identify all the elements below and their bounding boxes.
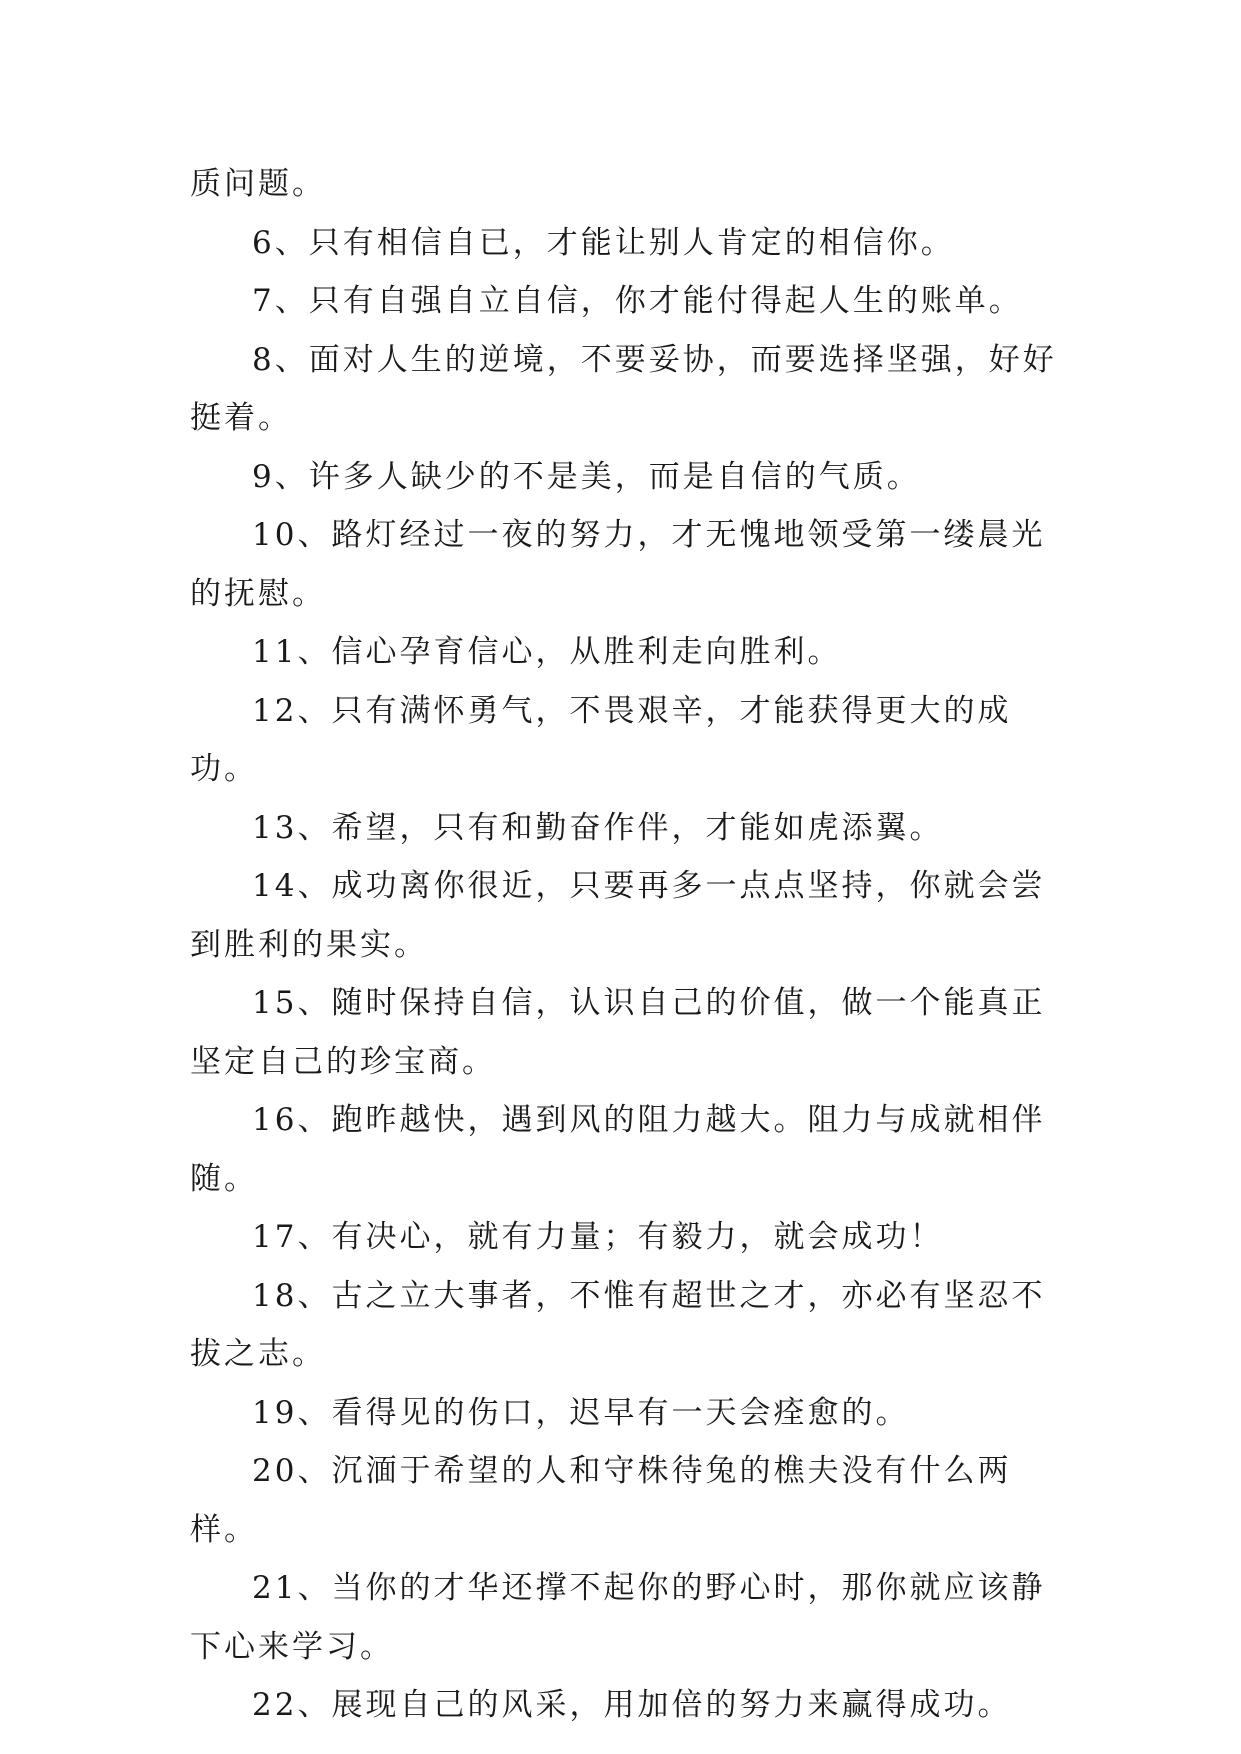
paragraph-22: 22、展现自己的风采，用加倍的努力来赢得成功。 — [252, 1687, 1012, 1723]
paragraph-12: 12、只有满怀勇气，不畏艰辛，才能获得更大的成功。 — [190, 692, 1012, 787]
paragraph-8: 8、面对人生的逆境，不要妥协，而要选择坚强，好好挺着。 — [190, 341, 1057, 436]
paragraph-11: 11、信心孕育信心，从胜利走向胜利。 — [252, 634, 842, 670]
paragraph-20: 20、沉湎于希望的人和守株待兔的樵夫没有什么两样。 — [190, 1453, 1012, 1548]
paragraph-10: 10、路灯经过一夜的努力，才无愧地领受第一缕晨光的抚慰。 — [190, 517, 1046, 612]
paragraph-14: 14、成功离你很近，只要再多一点点坚持，你就会尝到胜利的果实。 — [190, 868, 1046, 963]
paragraph-17: 17、有决心，就有力量；有毅力，就会成功！ — [252, 1219, 944, 1255]
paragraph-6: 6、只有相信自已，才能让别人肯定的相信你。 — [252, 224, 955, 261]
document-body — [190, 155, 1070, 1735]
paragraph-15: 15、随时保持自信，认识自己的价值，做一个能真正坚定自己的珍宝商。 — [190, 985, 1046, 1080]
paragraph-16: 16、跑昨越快，遇到风的阻力越大。阻力与成就相伴随。 — [190, 1102, 1046, 1197]
paragraph-19: 19、看得见的伤口，迟早有一天会痊愈的。 — [252, 1394, 910, 1431]
paragraph-21: 21、当你的才华还撑不起你的野心时，那你就应该静下心来学习。 — [190, 1570, 1046, 1665]
paragraph-continuation: 质问题。 — [190, 166, 326, 202]
paragraph-18: 18、古之立大事者，不惟有超世之才，亦必有坚忍不拔之志。 — [190, 1277, 1046, 1372]
paragraph-9: 9、许多人缺少的不是美，而是自信的气质。 — [252, 458, 921, 495]
paragraph-7: 7、只有自强自立自信，你才能付得起人生的账单。 — [252, 283, 1023, 319]
paragraph-13: 13、希望，只有和勤奋作伴，才能如虎添翼。 — [252, 809, 944, 846]
